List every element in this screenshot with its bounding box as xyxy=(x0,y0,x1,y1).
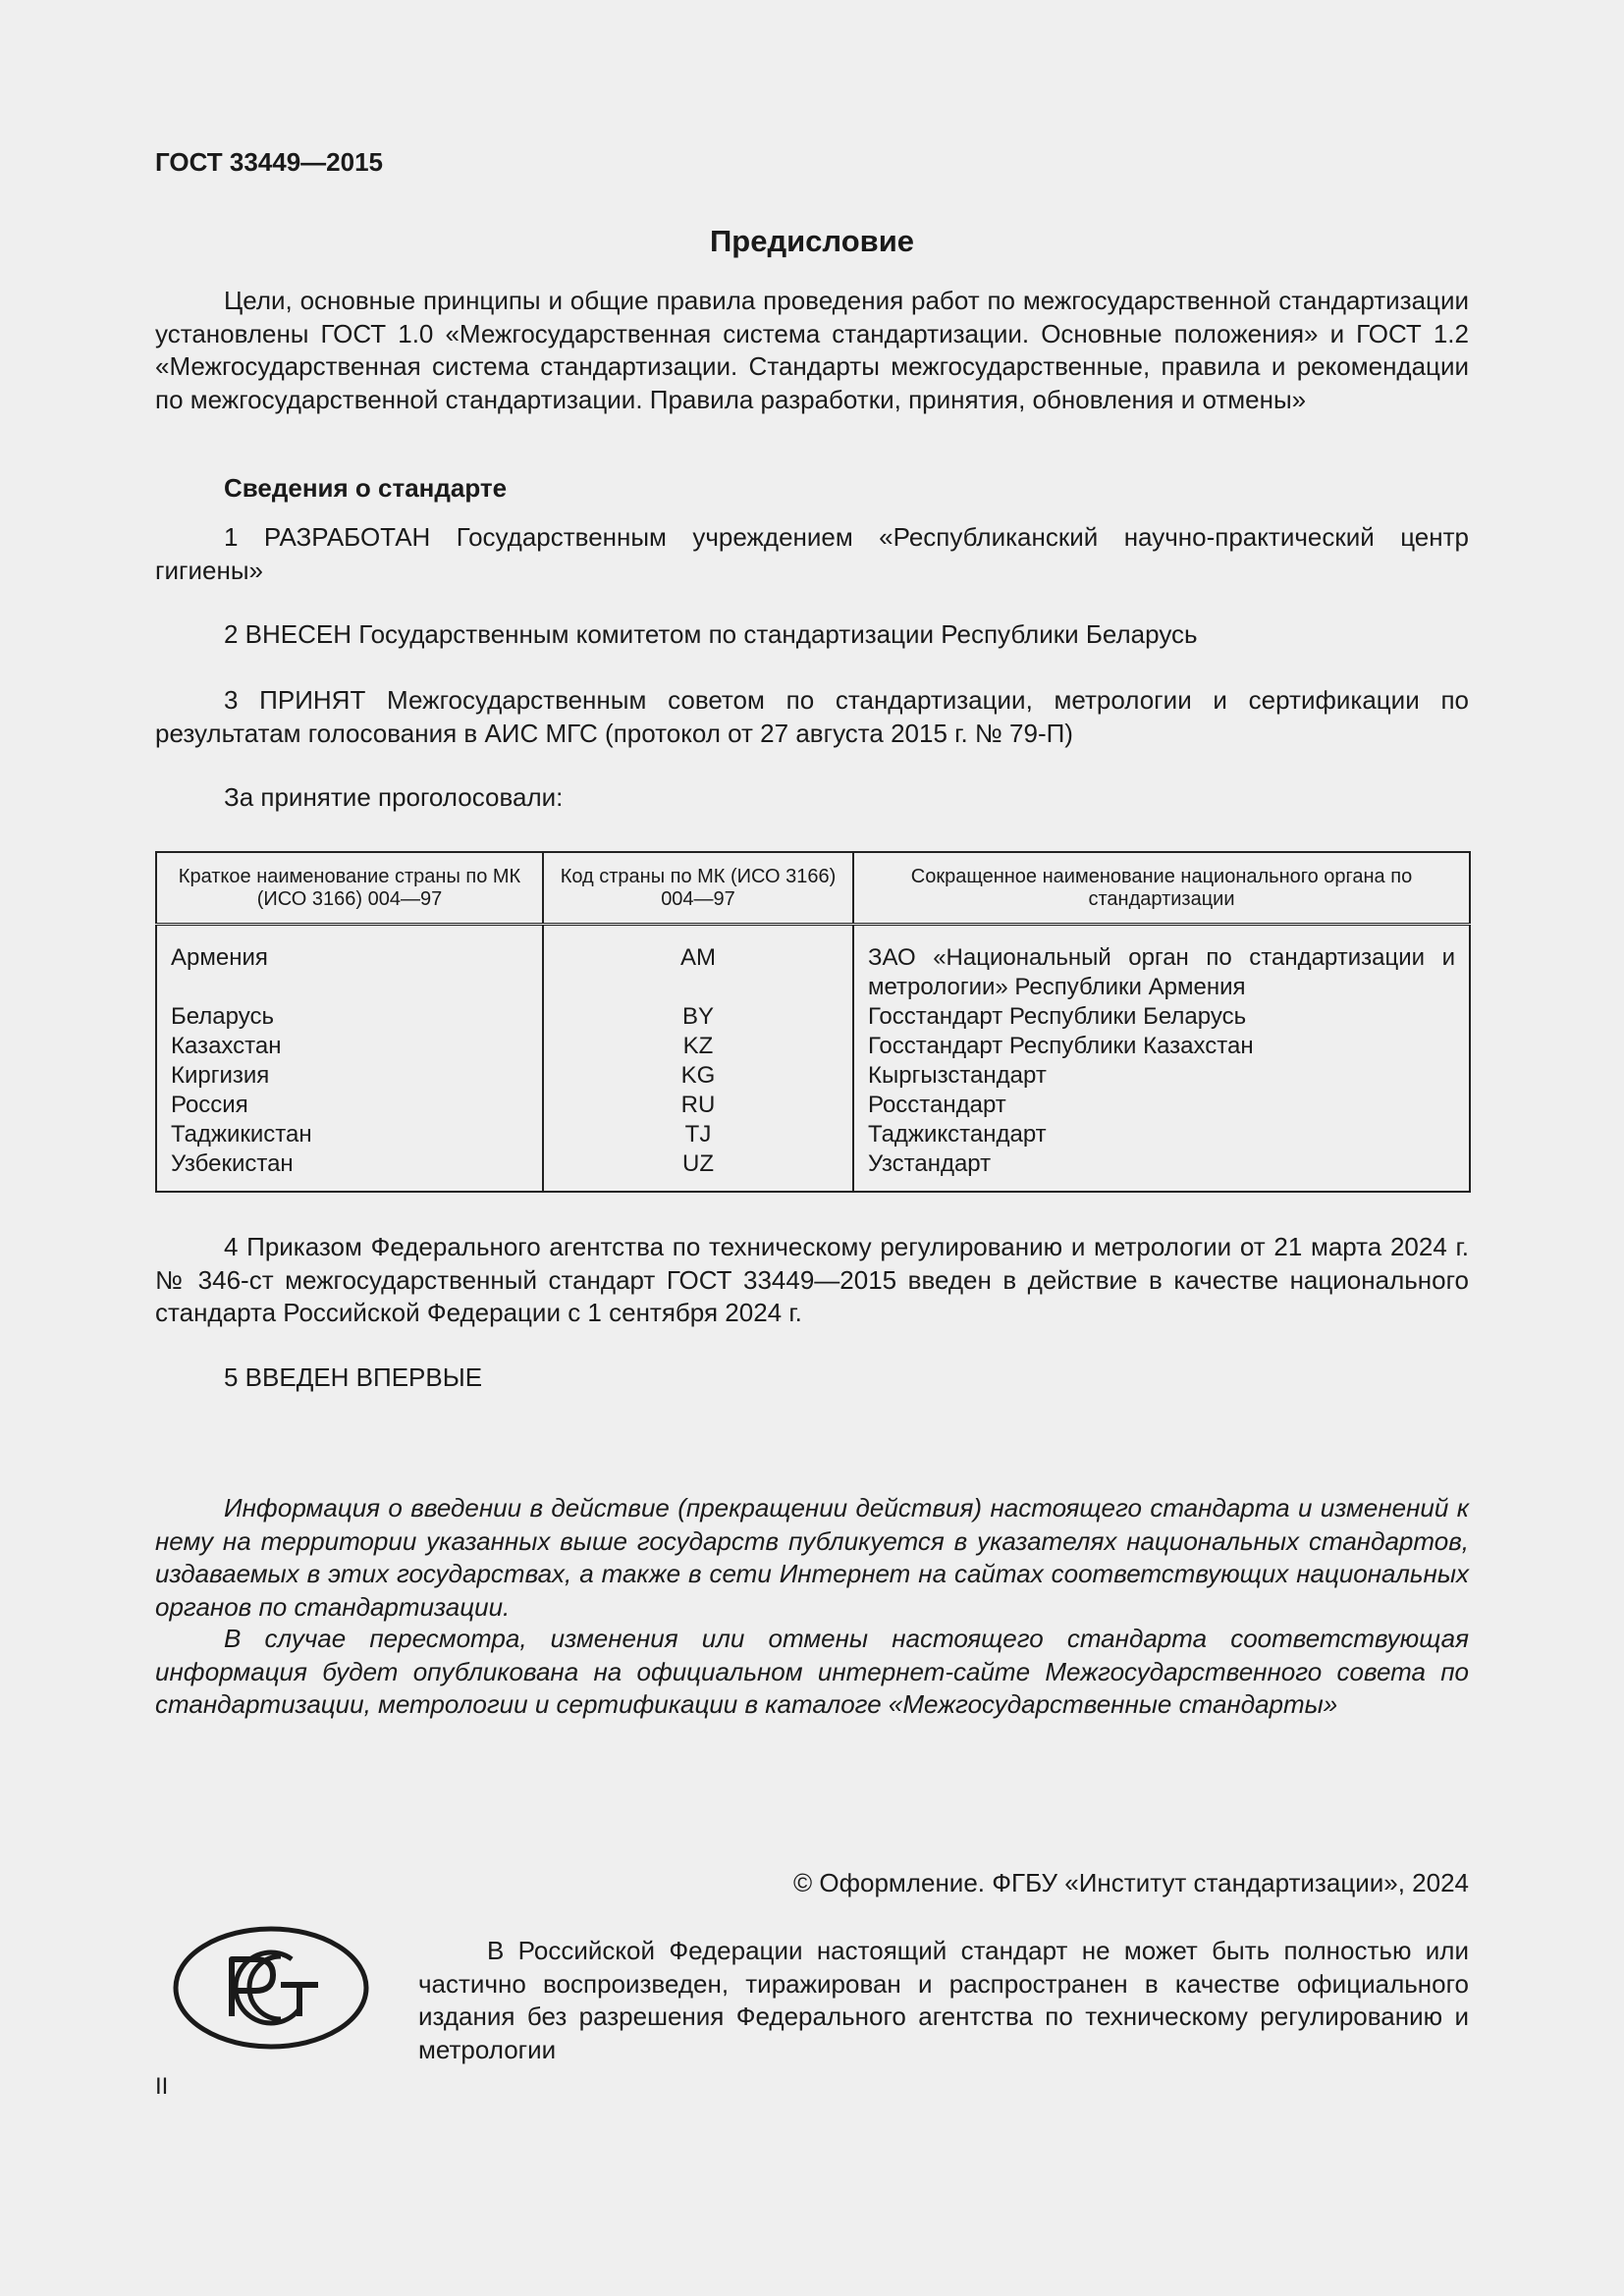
item-order: 4 Приказом Федерального агентства по техническому регулированию и метрологии от 21 марта 2024 г. № 346-ст межгосударственный стандарт ГОСТ 33449—2015 введен в действие в качестве национального стандарта Российской Федерации с 1 сентября 2024 г. xyxy=(155,1232,1469,1327)
item-developed: 1 РАЗРАБОТАН Государственным учреждением «Республиканский научно-практический центр гигиены» xyxy=(155,522,1469,585)
table-row xyxy=(156,1091,1470,1120)
body-cell: Госстандарт Республики Беларусь xyxy=(853,1002,1470,1032)
table-row xyxy=(156,1032,1470,1061)
column-header-country: Краткое наименование страны по МК (ИСО 3166) 004—97 xyxy=(156,852,543,925)
code-cell: RU xyxy=(543,1091,853,1120)
intro-paragraph: Цели, основные принципы и общие правила проведения работ по межгосударственной стандартизации установлены ГОСТ 1.0 «Межгосударственная система стандартизации. Основные положения» и ГОСТ 1.2 «Межгосударственная система стандартизации. Стандарты межгосударственные, правила и рекомендации по межгосударственной стандартизации. Правила разработки, принятия, обновления и отмены» xyxy=(155,286,1469,414)
table-row xyxy=(156,1149,1470,1192)
code-cell: UZ xyxy=(543,1149,853,1192)
body-cell: Госстандарт Республики Казахстан xyxy=(853,1032,1470,1061)
country-cell: Россия xyxy=(171,1092,248,1118)
code-cell: AM xyxy=(543,925,853,1003)
voting-table xyxy=(155,851,1471,1193)
notice-paragraph-2: В случае пересмотра, изменения или отмены настоящего стандарта соответствующая информация будет опубликована на официальном интернет-сайте Межгосударственного совета по стандартизации, метрологии и сертификации в каталоге «Межгосударственные стандарты» xyxy=(155,1624,1469,1719)
table-row xyxy=(156,1002,1470,1032)
country-cell: Таджикистан xyxy=(171,1121,312,1148)
notice-paragraph-1: Информация о введении в действие (прекращении действия) настоящего стандарта и изменений к нему на территории указанных выше государств публикуется в указателях национальных стандартов, издаваемых в этих государствах, а также в сети Интернет на сайтах соответствующих национальных органов по стандартизации. xyxy=(155,1493,1469,1622)
country-cell: Армения xyxy=(171,944,268,971)
code-cell: TJ xyxy=(543,1120,853,1149)
country-cell: Казахстан xyxy=(171,1033,282,1059)
code-cell: KG xyxy=(543,1061,853,1091)
country-cell: Узбекистан xyxy=(171,1150,294,1177)
rst-emblem-icon xyxy=(173,1926,369,2050)
body-cell: Кыргызстандарт xyxy=(853,1061,1470,1091)
page-number: II xyxy=(155,2073,169,2100)
column-header-code: Код страны по МК (ИСО 3166) 004—97 xyxy=(543,852,853,925)
info-heading: Сведения о стандарте xyxy=(224,473,508,503)
item-adopted: 3 ПРИНЯТ Межгосударственным советом по стандартизации, метрологии и сертификации по результатам голосования в АИС МГС (протокол от 27 августа 2015 г. № 79-П) xyxy=(155,685,1469,748)
document-code-header: ГОСТ 33449—2015 xyxy=(155,147,383,177)
rst-logo xyxy=(173,1926,369,2055)
code-cell: KZ xyxy=(543,1032,853,1061)
country-cell: Киргизия xyxy=(171,1062,270,1089)
item-submitted: 2 ВНЕСЕН Государственным комитетом по стандартизации Республики Беларусь xyxy=(224,619,1198,649)
body-cell: Росстандарт xyxy=(853,1091,1470,1120)
country-cell: Беларусь xyxy=(171,1003,274,1030)
rights-notice: В Российской Федерации настоящий стандарт не может быть полностью или частично воспроизведен, тиражирован и распространен в качестве официального издания без разрешения Федерального агентства по техническому регулированию и метрологии xyxy=(418,1936,1469,2064)
voted-label: За принятие проголосовали: xyxy=(224,782,564,812)
table-row xyxy=(156,925,1470,1003)
body-cell: Таджикстандарт xyxy=(853,1120,1470,1149)
body-cell: Узстандарт xyxy=(853,1149,1470,1192)
table-row xyxy=(156,1120,1470,1149)
section-title: Предисловие xyxy=(709,224,914,258)
body-cell: ЗАО «Национальный орган по стандартизации и метрологии» Республики Армения xyxy=(853,925,1470,1003)
table-header-row xyxy=(156,852,1470,925)
column-header-body: Сокращенное наименование национального органа по стандартизации xyxy=(853,852,1470,925)
item-first: 5 ВВЕДЕН ВПЕРВЫЕ xyxy=(224,1362,483,1392)
table-row xyxy=(156,1061,1470,1091)
copyright-line: © Оформление. ФГБУ «Институт стандартизации», 2024 xyxy=(793,1868,1469,1897)
code-cell: BY xyxy=(543,1002,853,1032)
